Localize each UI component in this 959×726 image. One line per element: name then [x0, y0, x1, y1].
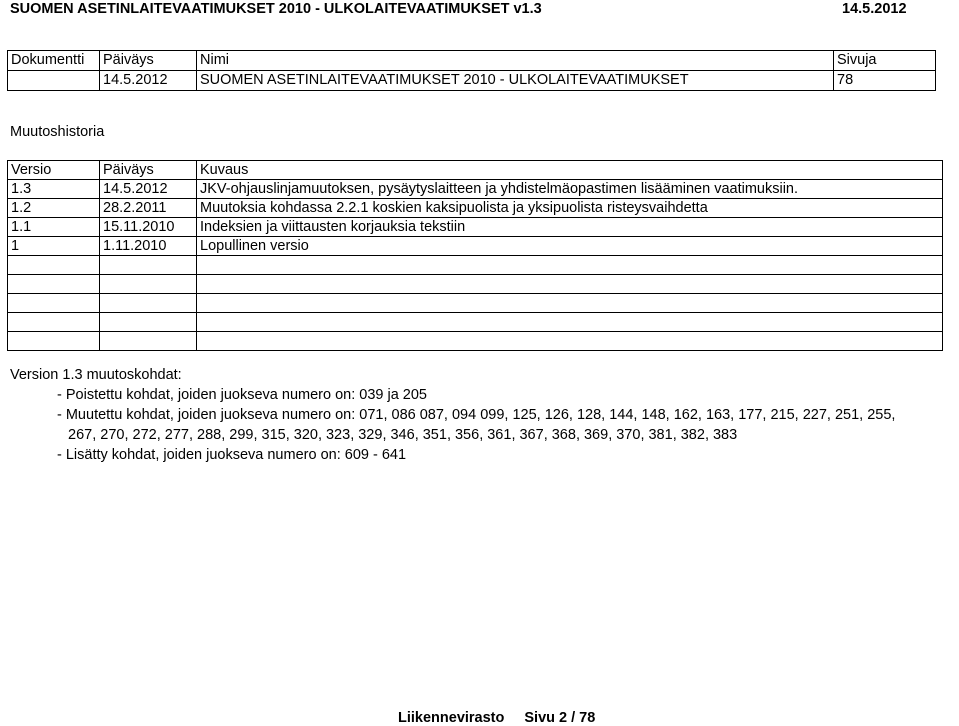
table-cell [100, 256, 197, 275]
footer-organization: Liikennevirasto [398, 710, 505, 726]
table-row [8, 218, 943, 237]
column-header-name: Nimi [197, 51, 834, 71]
table-cell: 28.2.2011 [100, 199, 197, 218]
table-row [8, 332, 943, 351]
column-header-date: Päiväys [100, 161, 197, 180]
change-added: - Lisätty kohdat, joiden juokseva numero on: 609 - 641 [57, 447, 407, 463]
table-cell: 1 [8, 237, 100, 256]
table-row [8, 51, 936, 71]
column-header-date: Päiväys [100, 51, 197, 71]
table-cell: 1.3 [8, 180, 100, 199]
table-cell [100, 275, 197, 294]
document-header-title: SUOMEN ASETINLAITEVAATIMUKSET 2010 - ULKOLAITEVAATIMUKSET v1.3 [10, 1, 542, 17]
table-cell: 1.2 [8, 199, 100, 218]
table-cell: 15.11.2010 [100, 218, 197, 237]
table-row [8, 294, 943, 313]
version-history-table [7, 160, 943, 351]
column-header-document: Dokumentti [8, 51, 100, 71]
change-modified-continued: 267, 270, 272, 277, 288, 299, 315, 320, 323, 329, 346, 351, 356, 361, 367, 368, 369, 370, 381, 382, 383 [68, 427, 738, 443]
table-cell: Lopullinen versio [197, 237, 943, 256]
table-row [8, 71, 936, 91]
table-cell [197, 313, 943, 332]
table-cell: JKV-ohjauslinjamuutoksen, pysäytyslaitteen ja yhdistelmäopastimen lisääminen vaatimuksiin. [197, 180, 943, 199]
table-cell [8, 256, 100, 275]
table-cell [197, 256, 943, 275]
table-cell [197, 294, 943, 313]
table-cell: 78 [834, 71, 936, 91]
table-row [8, 256, 943, 275]
column-header-description: Kuvaus [197, 161, 943, 180]
table-row [8, 161, 943, 180]
table-cell: 1.11.2010 [100, 237, 197, 256]
table-cell [8, 294, 100, 313]
table-cell: Indeksien ja viittausten korjauksia tekstiin [197, 218, 943, 237]
table-cell [8, 275, 100, 294]
table-row [8, 199, 943, 218]
table-cell [197, 275, 943, 294]
table-row [8, 275, 943, 294]
section-title-history: Muutoshistoria [10, 124, 105, 140]
document-header-date: 14.5.2012 [842, 1, 907, 17]
change-removed: - Poistettu kohdat, joiden juokseva numero on: 039 ja 205 [57, 387, 427, 403]
change-notes-title: Version 1.3 muutoskohdat: [10, 367, 182, 383]
table-cell [100, 294, 197, 313]
column-header-version: Versio [8, 161, 100, 180]
table-cell: SUOMEN ASETINLAITEVAATIMUKSET 2010 - ULKOLAITEVAATIMUKSET [197, 71, 834, 91]
change-modified: - Muutettu kohdat, joiden juokseva numero on: 071, 086 087, 094 099, 125, 126, 128, 144, 148, 162, 163, 177, 215, 227, 251, 255, [57, 407, 896, 423]
page-footer [398, 710, 595, 726]
document-info-table [7, 50, 936, 91]
change-notes [10, 365, 895, 465]
table-cell: Muutoksia kohdassa 2.2.1 koskien kaksipuolista ja yksipuolista risteysvaihdetta [197, 199, 943, 218]
table-row [8, 313, 943, 332]
table-cell [8, 313, 100, 332]
table-cell [100, 332, 197, 351]
table-cell [8, 332, 100, 351]
table-cell [8, 71, 100, 91]
table-row [8, 237, 943, 256]
footer-page-number: Sivu 2 / 78 [524, 710, 596, 726]
table-cell [100, 313, 197, 332]
column-header-pages: Sivuja [834, 51, 936, 71]
table-cell: 14.5.2012 [100, 180, 197, 199]
table-cell: 14.5.2012 [100, 71, 197, 91]
table-row [8, 180, 943, 199]
table-cell: 1.1 [8, 218, 100, 237]
table-cell [197, 332, 943, 351]
